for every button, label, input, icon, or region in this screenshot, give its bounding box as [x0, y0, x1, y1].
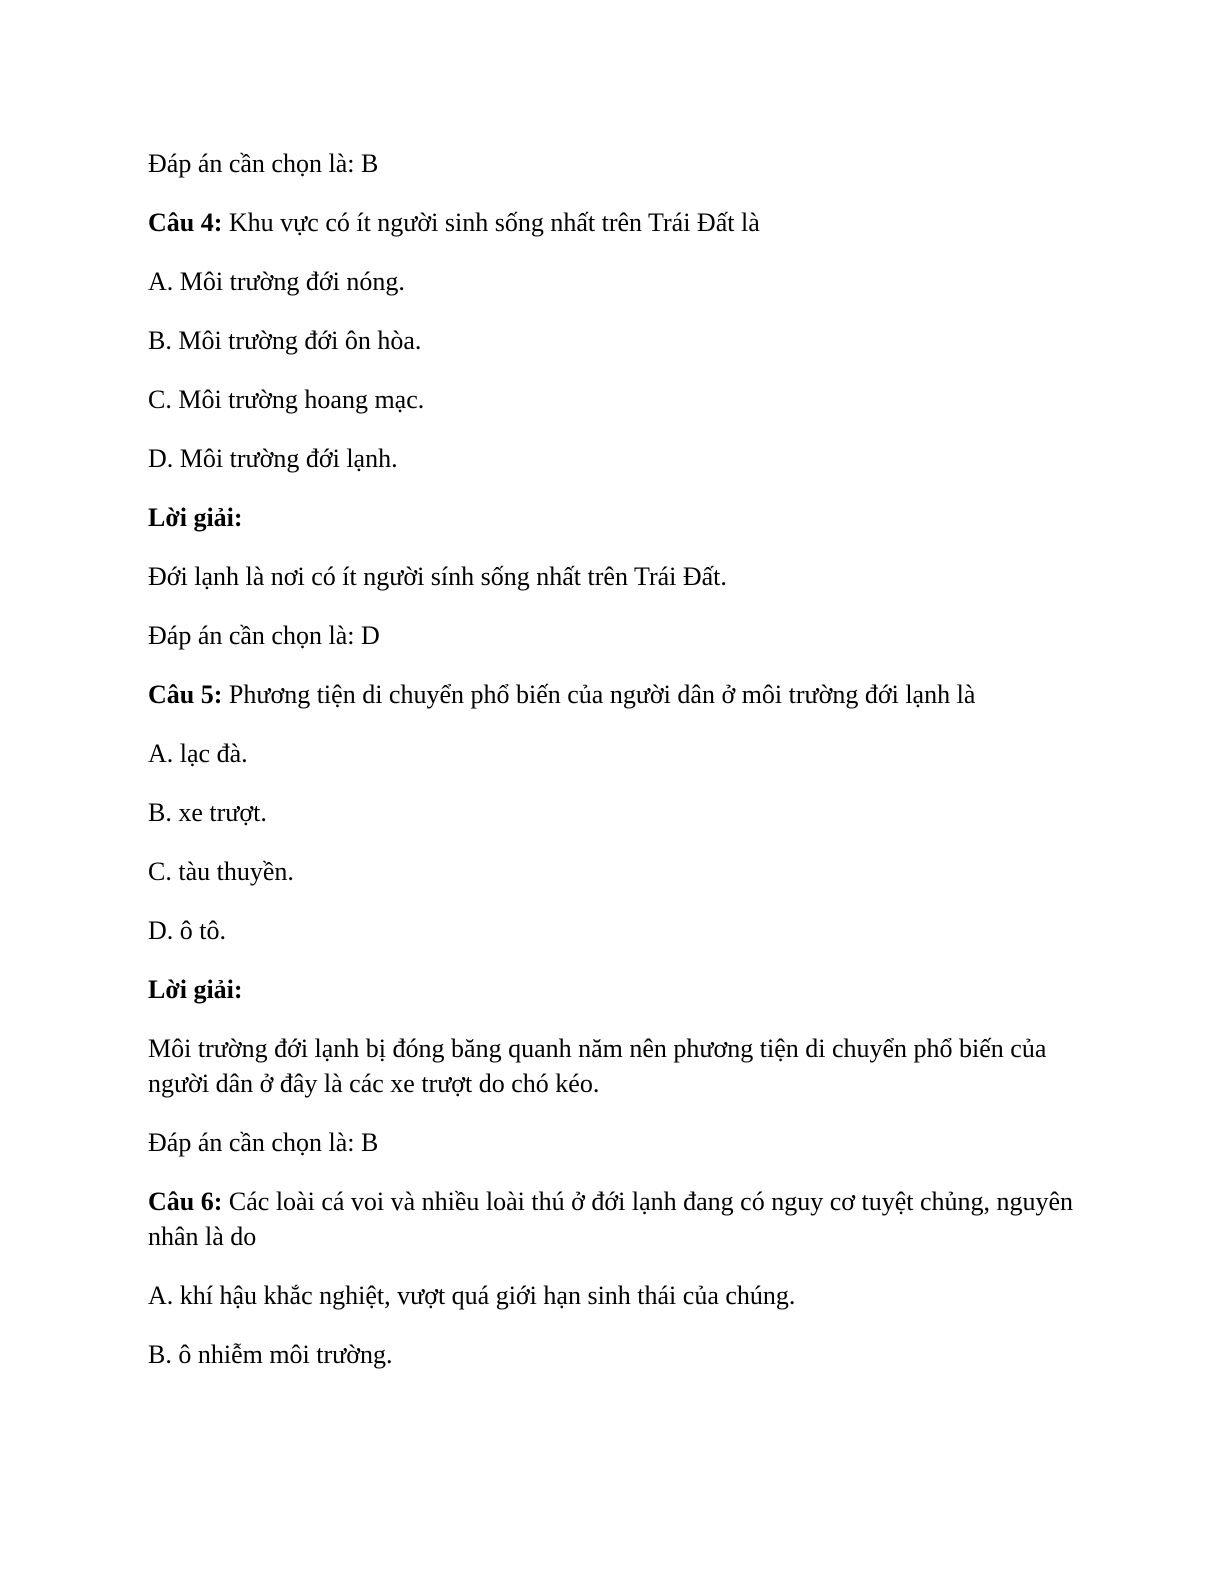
question-6 — [148, 1184, 1078, 1254]
option-d: D. ô tô. — [148, 916, 226, 945]
question-text: Các loài cá voi và nhiều loài thú ở đới lạnh đang có nguy cơ tuyệt chủng, nguyên nhân là do — [148, 1187, 1074, 1251]
option-c: C. Môi trường hoang mạc. — [148, 385, 425, 414]
question-5 — [148, 677, 1078, 712]
solution-label-text: Lời giải: — [148, 975, 243, 1004]
option-a: A. khí hậu khắc nghiệt, vượt quá giới hạn sinh thái của chúng. — [148, 1281, 796, 1310]
solution-label-text: Lời giải: — [148, 503, 243, 532]
question-text: Phương tiện di chuyển phổ biến của người dân ở môi trường đới lạnh là — [222, 680, 976, 709]
solution-label — [148, 500, 1078, 535]
option-d: D. Môi trường đới lạnh. — [148, 444, 398, 473]
question-4 — [148, 205, 1078, 240]
option-b: B. xe trượt. — [148, 798, 267, 827]
option-b: B. ô nhiễm môi trường. — [148, 1340, 393, 1369]
question-text: Khu vực có ít người sinh sống nhất trên Trái Đất là — [222, 208, 760, 237]
answer-line: Đáp án cần chọn là: D — [148, 621, 380, 650]
question-label: Câu 5: — [148, 680, 223, 709]
solution-label — [148, 972, 1078, 1007]
question-label: Câu 6: — [148, 1187, 223, 1216]
answer-line: Đáp án cần chọn là: B — [148, 1128, 379, 1157]
answer-line: Đáp án cần chọn là: B — [148, 149, 379, 178]
document-page — [148, 146, 1078, 1372]
option-a: A. lạc đà. — [148, 739, 248, 768]
solution-text: Đới lạnh là nơi có ít người sính sống nhất trên Trái Đất. — [148, 562, 727, 591]
solution-text: Môi trường đới lạnh bị đóng băng quanh năm nên phương tiện di chuyển phổ biến của người dân ở đây là các xe trượt do chó kéo. — [148, 1034, 1047, 1098]
option-c: C. tàu thuyền. — [148, 857, 294, 886]
option-b: B. Môi trường đới ôn hòa. — [148, 326, 422, 355]
question-label: Câu 4: — [148, 208, 223, 237]
option-a: A. Môi trường đới nóng. — [148, 267, 405, 296]
